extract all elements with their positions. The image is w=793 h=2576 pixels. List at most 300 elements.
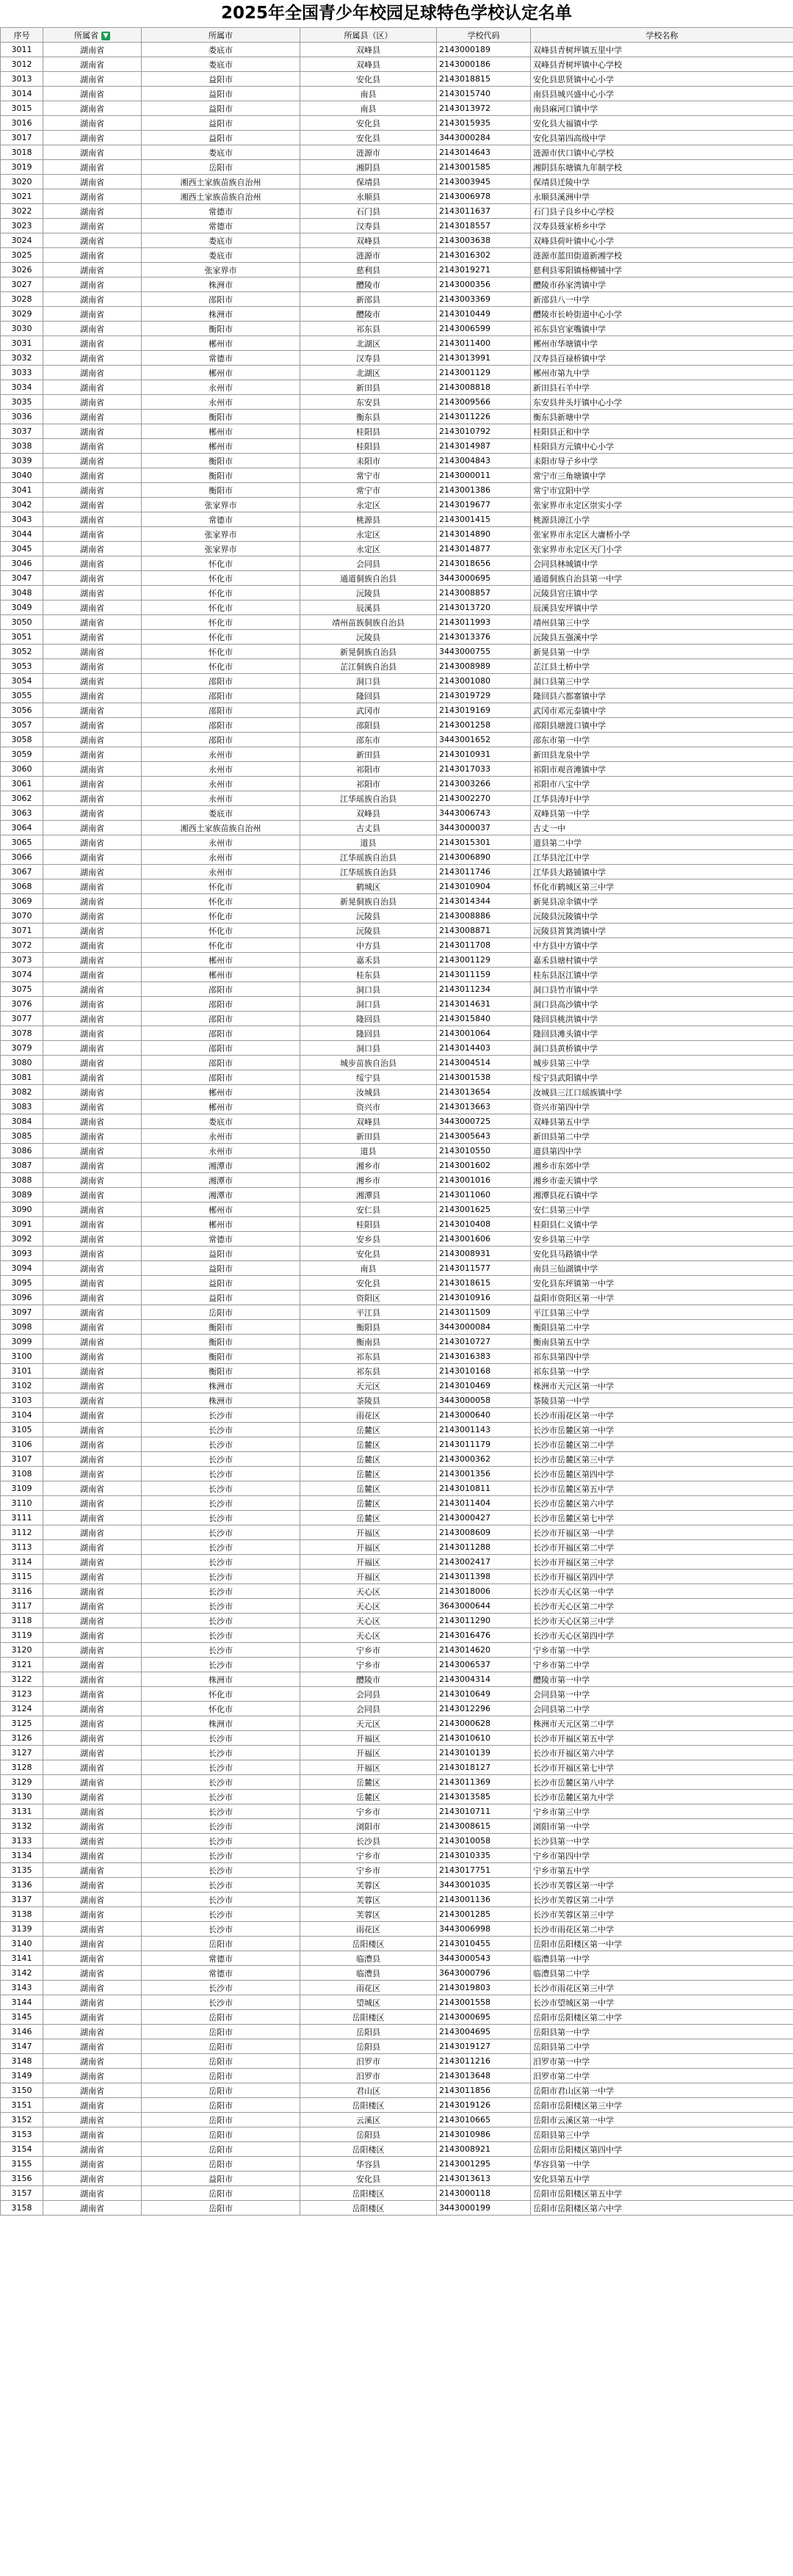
table-row[interactable] [1,1261,793,1276]
cell-city: 岳阳市 [142,2054,300,2069]
table-row[interactable] [1,145,793,160]
cell-index: 3119 [1,1628,43,1643]
cell-county: 涟源市 [300,145,437,160]
table-row[interactable] [1,1335,793,1349]
cell-school-name: 湘乡市东郊中学 [531,1158,793,1173]
table-row[interactable] [1,1173,793,1188]
table-row[interactable] [1,380,793,395]
col-header-school-name[interactable]: 学校名称 [531,28,793,43]
table-row[interactable] [1,527,793,542]
table-row[interactable] [1,1408,793,1423]
table-row[interactable] [1,982,793,997]
table-row[interactable] [1,674,793,689]
cell-city: 郴州市 [142,1217,300,1232]
table-row[interactable] [1,1423,793,1437]
table-row[interactable] [1,1247,793,1261]
table-row[interactable] [1,1129,793,1144]
table-row[interactable] [1,1144,793,1158]
cell-county: 沅陵县 [300,924,437,938]
table-row[interactable] [1,689,793,703]
cell-city: 岳阳市 [142,2201,300,2216]
col-header-school-code[interactable]: 学校代码 [437,28,531,43]
table-row[interactable] [1,277,793,292]
table-row[interactable] [1,2172,793,2186]
cell-index: 3054 [1,674,43,689]
cell-index: 3049 [1,601,43,615]
table-row[interactable] [1,968,793,982]
table-row[interactable] [1,87,793,101]
table-row[interactable] [1,601,793,615]
table-row[interactable] [1,1995,793,2010]
table-row[interactable] [1,175,793,189]
table-row[interactable] [1,1114,793,1129]
table-row[interactable] [1,1716,793,1731]
table-row[interactable] [1,1937,793,1951]
cell-school-code: 2143011404 [437,1496,531,1511]
table-row[interactable] [1,850,793,865]
cell-school-name: 宁乡市第二中学 [531,1658,793,1672]
cell-city: 益阳市 [142,87,300,101]
table-row[interactable] [1,189,793,204]
table-row[interactable] [1,1276,793,1291]
cell-county: 南县 [300,101,437,116]
cell-city: 株洲市 [142,307,300,322]
cell-city: 长沙市 [142,1496,300,1511]
cell-school-code: 2143010904 [437,879,531,894]
page-title: 2025年全国青少年校园足球特色学校认定名单 [220,4,572,23]
table-row[interactable] [1,879,793,894]
table-row[interactable] [1,556,793,571]
table-row[interactable] [1,1540,793,1555]
cell-index: 3113 [1,1540,43,1555]
cell-index: 3137 [1,1893,43,1907]
cell-province: 湖南省 [43,1525,142,1540]
table-row[interactable] [1,1951,793,1966]
cell-county: 岳阳楼区 [300,2142,437,2157]
col-header-city[interactable]: 所属市 [142,28,300,43]
cell-province: 湖南省 [43,2172,142,2186]
cell-city: 岳阳市 [142,1937,300,1951]
table-row[interactable] [1,1614,793,1628]
cell-province: 湖南省 [43,512,142,527]
cell-school-code: 2143000640 [437,1408,531,1423]
table-row[interactable] [1,747,793,762]
table-row[interactable] [1,894,793,909]
table-row[interactable] [1,2069,793,2083]
table-row[interactable] [1,2157,793,2172]
table-row[interactable] [1,997,793,1012]
table-row[interactable] [1,953,793,968]
table-row[interactable] [1,1481,793,1496]
table-row[interactable] [1,659,793,674]
table-row[interactable] [1,1966,793,1981]
table-row[interactable] [1,2054,793,2069]
table-row[interactable] [1,1643,793,1658]
cell-school-name: 洞口县第三中学 [531,674,793,689]
table-row[interactable] [1,865,793,879]
cell-city: 常德市 [142,1232,300,1247]
cell-province: 湖南省 [43,615,142,630]
table-row[interactable] [1,909,793,924]
cell-school-code: 3443000543 [437,1951,531,1966]
table-row[interactable] [1,1702,793,1716]
table-row[interactable] [1,2186,793,2201]
cell-school-name: 新田县龙泉中学 [531,747,793,762]
table-row[interactable] [1,1056,793,1070]
cell-city: 邵阳市 [142,733,300,747]
cell-school-code: 2143010408 [437,1217,531,1232]
filter-icon[interactable]: ▼ [101,32,110,40]
table-row[interactable] [1,395,793,410]
table-row[interactable] [1,1848,793,1863]
cell-school-name: 华容县第一中学 [531,2157,793,2172]
table-row[interactable] [1,1658,793,1672]
table-row[interactable] [1,498,793,512]
cell-school-code: 3443001035 [437,1878,531,1893]
table-row[interactable] [1,1760,793,1775]
table-row[interactable] [1,1628,793,1643]
cell-city: 长沙市 [142,1981,300,1995]
table-row[interactable] [1,630,793,645]
cell-county: 岳麓区 [300,1437,437,1452]
table-row[interactable] [1,1232,793,1247]
cell-school-code: 2143010469 [437,1379,531,1393]
cell-school-code: 2143001129 [437,366,531,380]
table-row[interactable] [1,645,793,659]
table-row[interactable] [1,131,793,145]
cell-county: 会同县 [300,1702,437,1716]
col-header-county[interactable]: 所属县（区） [300,28,437,43]
table-row[interactable] [1,1863,793,1878]
cell-city: 长沙市 [142,1540,300,1555]
cell-province: 湖南省 [43,1393,142,1408]
cell-province: 湖南省 [43,1540,142,1555]
cell-county: 辰溪县 [300,601,437,615]
table-row[interactable] [1,1893,793,1907]
cell-school-name: 长沙市开福区第五中学 [531,1731,793,1746]
table-row[interactable] [1,924,793,938]
table-row[interactable] [1,468,793,483]
table-row[interactable] [1,2010,793,2025]
table-row[interactable] [1,1819,793,1834]
cell-county: 南县 [300,87,437,101]
table-row[interactable] [1,263,793,277]
table-row[interactable] [1,219,793,233]
cell-school-code: 2143001295 [437,2157,531,2172]
cell-city: 永州市 [142,791,300,806]
cell-county: 岳麓区 [300,1496,437,1511]
cell-index: 3156 [1,2172,43,2186]
cell-province: 湖南省 [43,2201,142,2216]
cell-index: 3099 [1,1335,43,1349]
table-row[interactable] [1,1555,793,1570]
table-row[interactable] [1,1467,793,1481]
table-row[interactable] [1,1775,793,1790]
cell-school-code: 2143013720 [437,601,531,615]
table-row[interactable] [1,2098,793,2113]
cell-school-code: 3643000644 [437,1599,531,1614]
cell-school-name: 长沙市天心区第四中学 [531,1628,793,1643]
cell-school-code: 2143000186 [437,57,531,72]
cell-city: 株洲市 [142,1716,300,1731]
cell-county: 宁乡市 [300,1804,437,1819]
cell-school-name: 常宁市宜阳中学 [531,483,793,498]
cell-county: 岳阳楼区 [300,2186,437,2201]
cell-school-name: 耒阳市导子乡中学 [531,454,793,468]
table-row[interactable] [1,1834,793,1848]
table-row[interactable] [1,1907,793,1922]
table-row[interactable] [1,366,793,380]
table-row[interactable] [1,938,793,953]
cell-index: 3100 [1,1349,43,1364]
cell-index: 3111 [1,1511,43,1525]
cell-index: 3052 [1,645,43,659]
cell-school-code: 2143004843 [437,454,531,468]
cell-province: 湖南省 [43,821,142,835]
table-row[interactable] [1,703,793,718]
cell-school-code: 2143001129 [437,953,531,968]
table-row[interactable] [1,1364,793,1379]
col-header-index[interactable]: 序号 [1,28,43,43]
cell-province: 湖南省 [43,1834,142,1848]
table-row[interactable] [1,1437,793,1452]
cell-school-name: 南县县城兴盛中心小学 [531,87,793,101]
table-row[interactable] [1,43,793,57]
cell-city: 长沙市 [142,1863,300,1878]
cell-city: 长沙市 [142,1731,300,1746]
cell-province: 湖南省 [43,366,142,380]
cell-city: 邵阳市 [142,703,300,718]
cell-province: 湖南省 [43,277,142,292]
cell-county: 宁乡市 [300,1863,437,1878]
cell-school-name: 长沙市岳麓区第二中学 [531,1437,793,1452]
table-row[interactable] [1,512,793,527]
table-row[interactable] [1,762,793,777]
table-row[interactable] [1,791,793,806]
cell-school-code: 2143003369 [437,292,531,307]
table-row[interactable] [1,204,793,219]
cell-county: 安化县 [300,72,437,87]
cell-index: 3020 [1,175,43,189]
table-row[interactable] [1,1525,793,1540]
table-row[interactable] [1,72,793,87]
cell-county: 慈利县 [300,263,437,277]
table-row[interactable] [1,322,793,336]
table-row[interactable] [1,424,793,439]
table-row[interactable] [1,1305,793,1320]
cell-county: 道县 [300,1144,437,1158]
cell-index: 3076 [1,997,43,1012]
cell-county: 开福区 [300,1540,437,1555]
table-row[interactable] [1,718,793,733]
table-row[interactable] [1,1570,793,1584]
table-row[interactable] [1,101,793,116]
cell-school-name: 临澧县第一中学 [531,1951,793,1966]
cell-school-name: 长沙市开福区第四中学 [531,1570,793,1584]
cell-school-name: 长沙市岳麓区第六中学 [531,1496,793,1511]
cell-school-name: 邵东市第一中学 [531,733,793,747]
table-row[interactable] [1,1496,793,1511]
table-row[interactable] [1,1393,793,1408]
table-row[interactable] [1,483,793,498]
table-row[interactable] [1,542,793,556]
table-row[interactable] [1,1188,793,1202]
cell-school-code: 2143010711 [437,1804,531,1819]
cell-county: 雨花区 [300,1408,437,1423]
cell-county: 平江县 [300,1305,437,1320]
cell-county: 永定区 [300,527,437,542]
table-row[interactable] [1,615,793,630]
cell-province: 湖南省 [43,1481,142,1496]
table-row[interactable] [1,1320,793,1335]
table-row[interactable] [1,160,793,175]
table-row[interactable] [1,307,793,322]
table-row[interactable] [1,586,793,601]
cell-province: 湖南省 [43,689,142,703]
cell-school-name: 长沙市天心区第一中学 [531,1584,793,1599]
cell-index: 3040 [1,468,43,483]
table-row[interactable] [1,571,793,586]
cell-province: 湖南省 [43,733,142,747]
table-row[interactable] [1,410,793,424]
cell-school-code: 2143014877 [437,542,531,556]
table-row[interactable] [1,1041,793,1056]
cell-city: 永州市 [142,835,300,850]
cell-province: 湖南省 [43,145,142,160]
cell-county: 宁乡市 [300,1658,437,1672]
cell-index: 3044 [1,527,43,542]
table-row[interactable] [1,1012,793,1026]
cell-city: 衡阳市 [142,483,300,498]
cell-county: 桂阳县 [300,439,437,454]
cell-county: 雨花区 [300,1922,437,1937]
table-row[interactable] [1,2142,793,2157]
table-row[interactable] [1,733,793,747]
cell-index: 3070 [1,909,43,924]
cell-county: 资阳区 [300,1291,437,1305]
cell-city: 邵阳市 [142,1026,300,1041]
cell-index: 3067 [1,865,43,879]
table-row[interactable] [1,1085,793,1100]
cell-index: 3081 [1,1070,43,1085]
table-row[interactable] [1,292,793,307]
table-row[interactable] [1,1878,793,1893]
cell-school-name: 岳阳县第二中学 [531,2039,793,2054]
cell-city: 怀化市 [142,659,300,674]
cell-city: 衡阳市 [142,454,300,468]
cell-school-name: 洞口县黄桥镇中学 [531,1041,793,1056]
table-row[interactable] [1,1217,793,1232]
table-row[interactable] [1,57,793,72]
table-row[interactable] [1,1746,793,1760]
table-row[interactable] [1,1100,793,1114]
table-row[interactable] [1,1158,793,1173]
table-row[interactable] [1,2127,793,2142]
cell-school-code: 2143011060 [437,1188,531,1202]
table-row[interactable] [1,2083,793,2098]
cell-school-name: 长沙市雨花区第三中学 [531,1981,793,1995]
table-row[interactable] [1,1379,793,1393]
cell-province: 湖南省 [43,850,142,865]
cell-province: 湖南省 [43,1760,142,1775]
cell-province: 湖南省 [43,1188,142,1202]
cell-city: 郴州市 [142,953,300,968]
cell-school-code: 2143011179 [437,1437,531,1452]
table-row[interactable] [1,1291,793,1305]
table-row[interactable] [1,1452,793,1467]
table-row[interactable] [1,1202,793,1217]
table-row[interactable] [1,1026,793,1041]
cell-index: 3155 [1,2157,43,2172]
cell-county: 祁东县 [300,1364,437,1379]
table-row[interactable] [1,1790,793,1804]
table-row[interactable] [1,1804,793,1819]
cell-school-code: 2143010916 [437,1291,531,1305]
table-row[interactable] [1,1070,793,1085]
table-row[interactable] [1,777,793,791]
cell-index: 3132 [1,1819,43,1834]
table-row[interactable] [1,2201,793,2216]
cell-index: 3018 [1,145,43,160]
table-row[interactable] [1,116,793,131]
cell-county: 天心区 [300,1628,437,1643]
cell-province: 湖南省 [43,1144,142,1158]
cell-school-code: 2143010727 [437,1335,531,1349]
cell-index: 3125 [1,1716,43,1731]
cell-school-code: 2143000118 [437,2186,531,2201]
table-row[interactable] [1,2025,793,2039]
cell-school-code: 2143001136 [437,1893,531,1907]
cell-index: 3022 [1,204,43,219]
cell-school-code: 2143000011 [437,468,531,483]
cell-city: 长沙市 [142,1790,300,1804]
table-row[interactable] [1,1349,793,1364]
cell-school-code: 2143013376 [437,630,531,645]
table-row[interactable] [1,454,793,468]
table-row[interactable] [1,1731,793,1746]
table-row[interactable] [1,806,793,821]
cell-school-code: 2143001415 [437,512,531,527]
table-row[interactable] [1,1687,793,1702]
table-row[interactable] [1,1584,793,1599]
cell-city: 长沙市 [142,1907,300,1922]
table-row[interactable] [1,2039,793,2054]
table-row[interactable] [1,1672,793,1687]
cell-index: 3034 [1,380,43,395]
table-row[interactable] [1,439,793,454]
table-row[interactable] [1,835,793,850]
cell-school-name: 张家界市永定区天门小学 [531,542,793,556]
table-row[interactable] [1,2113,793,2127]
table-row[interactable] [1,248,793,263]
cell-county: 岳阳楼区 [300,2201,437,2216]
table-row[interactable] [1,1599,793,1614]
cell-index: 3028 [1,292,43,307]
table-row[interactable] [1,336,793,351]
table-row[interactable] [1,821,793,835]
cell-city: 长沙市 [142,1584,300,1599]
cell-index: 3043 [1,512,43,527]
cell-index: 3157 [1,2186,43,2201]
table-row[interactable] [1,351,793,366]
table-row[interactable] [1,1511,793,1525]
cell-index: 3109 [1,1481,43,1496]
table-row[interactable] [1,233,793,248]
table-row[interactable] [1,1981,793,1995]
col-header-province[interactable] [43,28,142,43]
table-row[interactable] [1,1922,793,1937]
cell-school-name: 江华县涛圩中学 [531,791,793,806]
